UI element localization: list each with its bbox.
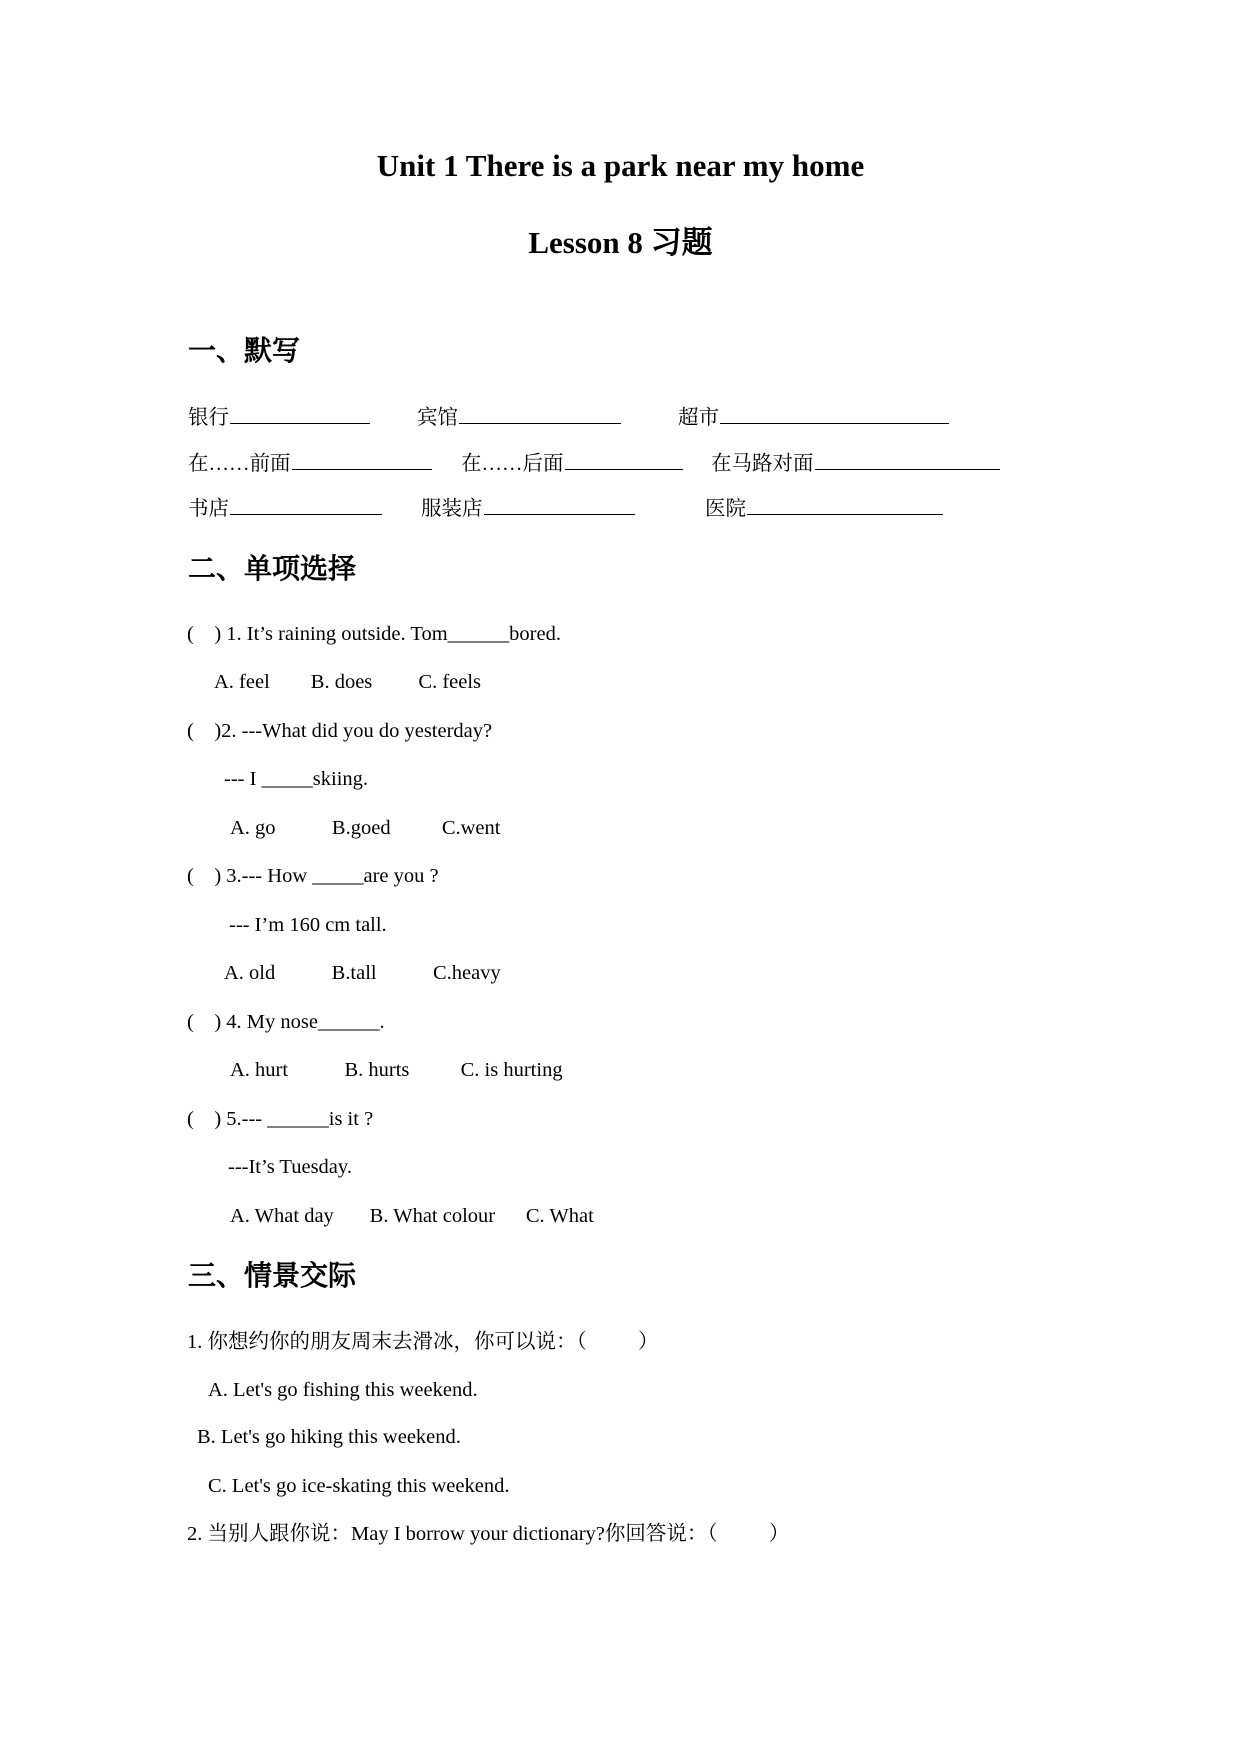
options-line: A. go B.goed C.went	[230, 817, 501, 839]
section-choice-heading: 二、单项选择	[188, 554, 357, 585]
page-subtitle: Lesson 8 习题	[528, 225, 713, 260]
question-line: ( ) 3.--- How _____are you ?	[187, 865, 439, 887]
answer-blank[interactable]	[747, 494, 943, 515]
dictation-item	[417, 403, 621, 432]
question-line: ( ) 5.--- ______is it ?	[187, 1108, 374, 1130]
dictation-item	[678, 403, 949, 432]
options-line: A. Let's go fishing this weekend.	[208, 1379, 478, 1401]
options-line: A. What day B. What colour C. What	[230, 1205, 594, 1227]
dictation-label: 宾馆	[417, 407, 458, 429]
question-line: 1. 你想约你的朋友周末去滑冰，你可以说：（ ）	[187, 1331, 659, 1353]
dictation-item	[705, 494, 943, 523]
question-line: 2. 当别人跟你说：May I borrow your dictionary?你回答说：（ ）	[187, 1523, 790, 1545]
dictation-item	[711, 449, 1000, 478]
page-title: Unit 1 There is a park near my home	[376, 148, 865, 183]
options-line: A. feel B. does C. feels	[214, 671, 482, 693]
options-line: A. old B.tall C.heavy	[224, 962, 501, 984]
section-situational-heading: 三、情景交际	[188, 1261, 357, 1292]
answer-line: --- I _____skiing.	[224, 768, 369, 790]
answer-blank[interactable]	[565, 449, 683, 470]
dictation-item	[188, 403, 370, 432]
dictation-item	[188, 494, 382, 523]
answer-blank[interactable]	[230, 494, 382, 515]
options-line: A. hurt B. hurts C. is hurting	[230, 1059, 563, 1081]
answer-blank[interactable]	[484, 494, 635, 515]
dictation-label: 在马路对面	[711, 453, 814, 475]
dictation-item	[188, 449, 432, 478]
answer-blank[interactable]	[815, 449, 1000, 470]
dictation-label: 医院	[705, 498, 746, 520]
dictation-label: 书店	[188, 498, 229, 520]
dictation-item	[421, 494, 635, 523]
dictation-label: 超市	[678, 407, 719, 429]
answer-blank[interactable]	[720, 403, 949, 424]
answer-blank[interactable]	[292, 449, 432, 470]
dictation-label: 在……前面	[188, 453, 291, 475]
answer-blank[interactable]	[230, 403, 370, 424]
question-line: ( ) 4. My nose______.	[187, 1011, 385, 1033]
answer-blank[interactable]	[459, 403, 621, 424]
section-dictation-heading: 一、默写	[188, 336, 301, 367]
dictation-label: 银行	[188, 407, 229, 429]
options-line: B. Let's go hiking this weekend.	[197, 1426, 461, 1448]
dictation-label: 在……后面	[461, 453, 564, 475]
question-line: ( ) 1. It’s raining outside. Tom______bored.	[187, 623, 561, 645]
question-line: ( )2. ---What did you do yesterday?	[187, 720, 493, 742]
answer-line: ---It’s Tuesday.	[228, 1156, 352, 1178]
dictation-item	[461, 449, 683, 478]
options-line: C. Let's go ice-skating this weekend.	[208, 1475, 510, 1497]
dictation-label: 服装店	[421, 498, 483, 520]
answer-line: --- I’m 160 cm tall.	[229, 914, 387, 936]
